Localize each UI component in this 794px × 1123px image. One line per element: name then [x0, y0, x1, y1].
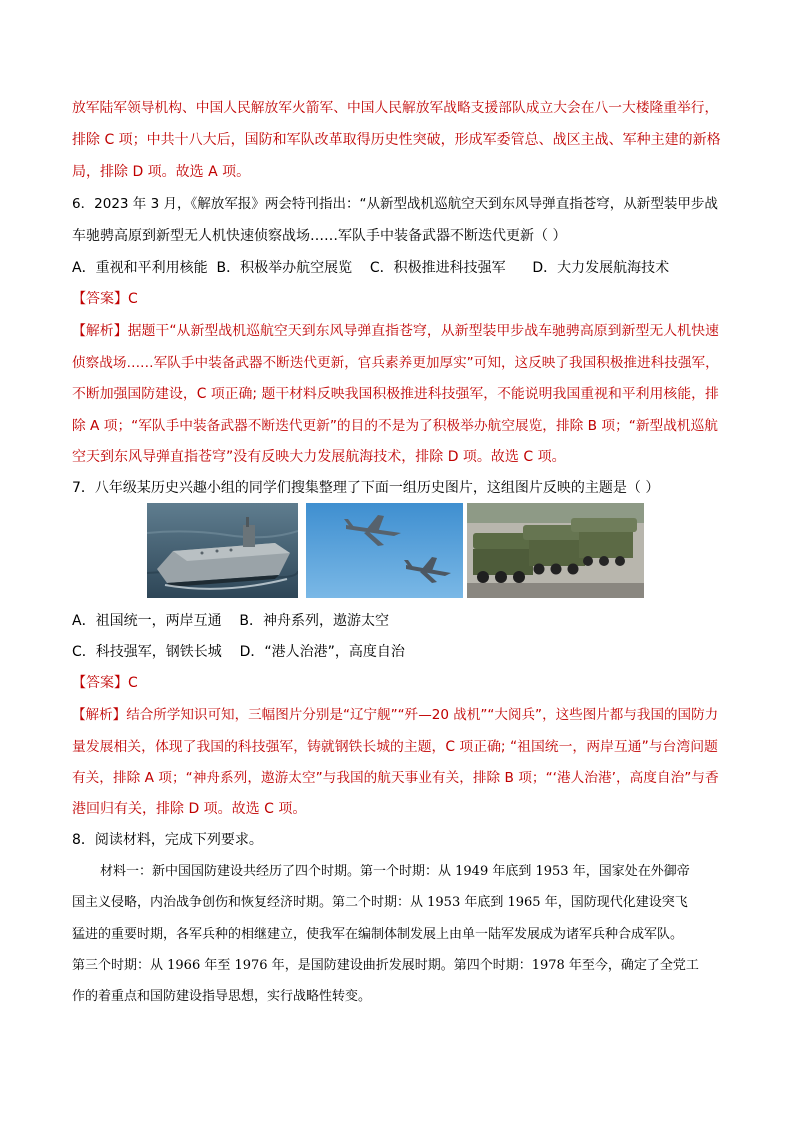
q7-option-d: D．“港人治港”，高度自治 [239, 644, 405, 660]
aircraft-carrier-photo [147, 503, 298, 598]
answer-value: C [128, 675, 138, 691]
q7-stem: 7．八年级某历史兴趣小组的同学们搜集整理了下面一组历史图片，这组图片反映的主题是（ ） [72, 480, 660, 496]
q6-stem-line-2: 车驰骋高原到新型无人机快速侦察战场……军队手中装备武器不断迭代更新（ ） [72, 228, 567, 244]
q7-analysis-line-1 [72, 705, 718, 725]
answer-value: C [128, 291, 138, 307]
q6-analysis-line-2: 侦察战场……军队手中装备武器不断迭代更新，官兵素养更加厚实”可知，这反映了我国积极推进科技强军， [72, 355, 719, 371]
q8-material-line-5: 作的着重点和国防建设指导思想，实行战略性转变。 [72, 989, 372, 1004]
q8-material-line-2: 国主义侵略，内治战争创伤和恢复经济时期。第二个时期：从 1953 年底到 1965 年，国防现代化建设突飞 [72, 895, 688, 910]
q5-analysis-line-1: 放军陆军领导机构、中国人民解放军火箭军、中国人民解放军战略支援部队成立大会在八一大楼隆重举行， [72, 100, 719, 116]
analysis-text: 结合所学知识可知，三幅图片分别是“辽宁舰”“歼—20 战机”“大阅兵”，这些图片都与我国的国防力 [126, 707, 719, 723]
q7-option-a: A．祖国统一，两岸互通 [72, 613, 222, 629]
q5-analysis-line-2: 排除 C 项；中共十八大后，国防和军队改革取得历史性突破，形成军委管总、战区主战、军种主建的新格 [72, 132, 721, 148]
q6-answer [72, 289, 138, 309]
q7-analysis-line-3: 有关，排除 A 项；“神舟系列，遨游太空”与我国的航天事业有关，排除 B 项；“‘港人治港’，高度自治”与香 [72, 770, 719, 786]
q6-analysis-line-4: 除 A 项；“军队手中装备武器不断迭代更新”的目的不是为了积极举办航空展览，排除 B 项；“新型战机巡航 [72, 418, 718, 434]
q7-options-row-1 [72, 611, 389, 631]
q7-options-row-2 [72, 642, 405, 662]
q7-analysis-line-4: 港回归有关，排除 D 项。故选 C 项。 [72, 801, 307, 817]
q7-option-c: C．科技强军，钢铁长城 [72, 644, 222, 660]
q6-stem-line-1: 6．2023 年 3 月，《解放军报》两会特刊指出：“从新型战机巡航空天到东风导弹直指苍穹，从新型装甲步战 [72, 196, 718, 212]
q6-analysis-line-5: 空天到东风导弹直指苍穹”没有反映大力发展航海技术，排除 D 项。故选 C 项。 [72, 449, 566, 465]
q7-answer [72, 673, 138, 693]
q8-material-line-1: 材料一：新中国国防建设共经历了四个时期。第一个时期：从 1949 年底到 1953 年，国家处在外御帝 [100, 864, 690, 879]
analysis-text: 据题干“从新型战机巡航空天到东风导弹直指苍穹，从新型装甲步战车驰骋高原到新型无人机快速 [127, 323, 719, 339]
q5-analysis-line-3: 局，排除 D 项。故选 A 项。 [72, 164, 251, 180]
q6-analysis-line-1 [72, 321, 719, 341]
q6-analysis-line-3: 不断加强国防建设，C 项正确; 题干材料反映我国积极推进科技强军，不能说明我国重视和平利用核能，排 [72, 386, 719, 402]
missile-parade-photo [467, 503, 644, 598]
fighter-jets-photo [306, 503, 463, 598]
q8-material-line-3: 猛进的重要时期，各军兵种的相继建立，使我军在编制体制发展上由单一陆军发展成为诸军兵种合成军队。 [72, 927, 684, 942]
q7-option-b: B．神舟系列，遨游太空 [239, 613, 389, 629]
q7-analysis-line-2: 量发展相关，体现了我国的科技强军，铸就钢铁长城的主题，C 项正确; “祖国统一，两岸互通”与台湾问题 [72, 739, 718, 755]
q6-options: A．重视和平利用核能 B．积极举办航空展览 C．积极推进科技强军 D．大力发展航海技术 [72, 260, 670, 276]
answer-label: 【答案】 [72, 291, 128, 307]
answer-label: 【答案】 [72, 675, 128, 691]
analysis-label: 【解析】 [72, 323, 128, 339]
q8-stem: 8．阅读材料，完成下列要求。 [72, 832, 263, 848]
q8-material-line-4: 第三个时期：从 1966 年至 1976 年，是国防建设曲折发展时期。第四个时期：1978 年至今，确定了全党工 [72, 958, 699, 973]
analysis-label: 【解析】 [72, 707, 127, 723]
